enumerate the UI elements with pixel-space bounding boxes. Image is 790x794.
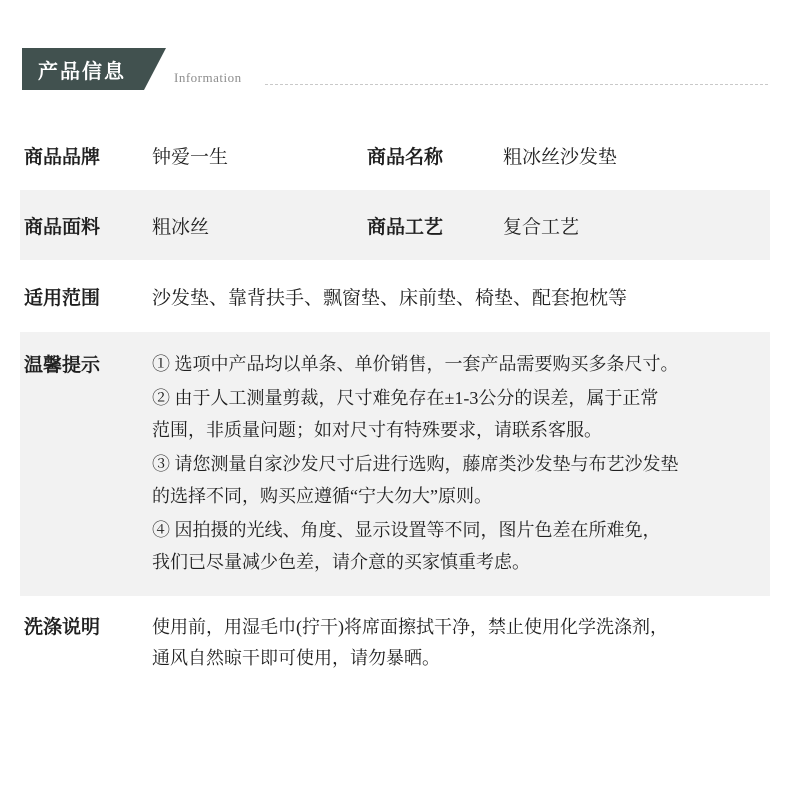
tip-line: 的选择不同，购买应遵循“宁大勿大”原则。 — [152, 486, 492, 506]
product-info-table — [20, 120, 770, 694]
tip-line: ② 由于人工测量剪裁，尺寸难免存在±1-3公分的误差，属于正常 — [152, 388, 659, 408]
row-value: 粗冰丝 — [152, 216, 210, 238]
row-label: 适用范围 — [24, 287, 101, 309]
table-row — [20, 260, 770, 332]
product-info-page — [0, 48, 790, 794]
section-header — [22, 48, 768, 94]
wash-line: 通风自然晾干即可使用，请勿暴晒。 — [152, 648, 440, 668]
wash-instructions — [152, 612, 770, 674]
table-row — [20, 120, 770, 190]
tag-notch-shape — [144, 48, 166, 90]
row-label: 商品工艺 — [367, 216, 444, 238]
section-title-tag — [22, 48, 144, 90]
row-value: 粗冰丝沙发垫 — [503, 146, 618, 168]
row-label: 商品面料 — [24, 216, 101, 238]
row-label: 温馨提示 — [24, 355, 101, 376]
row-label: 洗涤说明 — [24, 617, 101, 638]
row-value: 沙发垫、靠背扶手、飘窗垫、床前垫、椅垫、配套抱枕等 — [152, 287, 628, 309]
tip-line: 范围，非质量问题；如对尺寸有特殊要求，请联系客服。 — [152, 420, 602, 440]
section-title-text: 产品信息 — [38, 60, 126, 83]
table-row — [20, 596, 770, 694]
row-value: 钟爱一生 — [152, 146, 229, 168]
tip-line: 我们已尽量减少色差，请介意的买家慎重考虑。 — [152, 552, 530, 572]
row-label: 商品品牌 — [24, 146, 101, 168]
tips-list — [152, 348, 770, 578]
row-value: 复合工艺 — [503, 216, 580, 238]
tip-line: ④ 因拍摄的光线、角度、显示设置等不同，图片色差在所难免， — [152, 520, 661, 540]
row-label: 商品名称 — [367, 146, 444, 168]
table-row — [20, 332, 770, 596]
header-dotted-rule — [265, 84, 768, 85]
tip-line: ① 选项中产品均以单条、单价销售，一套产品需要购买多条尺寸。 — [152, 354, 679, 374]
section-subtitle: Information — [174, 70, 242, 85]
tip-line: ③ 请您测量自家沙发尺寸后进行选购，藤席类沙发垫与布艺沙发垫 — [152, 454, 679, 474]
table-row — [20, 190, 770, 260]
wash-line: 使用前，用湿毛巾(拧干)将席面擦拭干净，禁止使用化学洗涤剂， — [152, 617, 668, 637]
